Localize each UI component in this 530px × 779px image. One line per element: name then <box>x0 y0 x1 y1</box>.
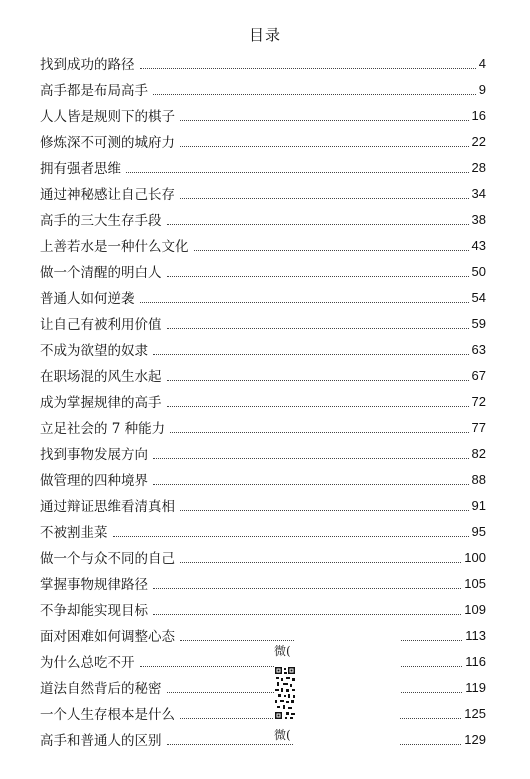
toc-dot-leader <box>180 509 469 511</box>
toc-dot-leader <box>180 197 469 199</box>
toc-dot-leader <box>153 587 461 589</box>
toc-entry-page: 38 <box>471 211 486 227</box>
toc-entry-label: 通过辩证思维看清真相 <box>40 499 175 515</box>
toc-entry-label: 拥有强者思维 <box>40 161 121 177</box>
toc-dot-leader <box>167 379 469 381</box>
wechat-label-bottom: 微( <box>274 728 291 742</box>
toc-entry-label: 不被割韭菜 <box>40 525 108 541</box>
toc-entry-page: 4 <box>478 55 486 71</box>
toc-entry-label: 找到成功的路径 <box>40 57 135 73</box>
toc-entry[interactable] <box>40 102 486 128</box>
toc-entry-page: 95 <box>471 523 486 539</box>
toc-entry-label: 在职场混的风生水起 <box>40 369 162 385</box>
toc-entry-label: 高手都是布局高手 <box>40 83 148 99</box>
toc-dot-leader <box>167 223 469 225</box>
qr-code-icon <box>274 666 296 720</box>
toc-entry-label: 成为掌握规律的高手 <box>40 395 162 411</box>
toc-dot-leader <box>194 249 469 251</box>
toc-entry-page: 9 <box>478 81 486 97</box>
toc-entry[interactable] <box>40 206 486 232</box>
toc-entry-page: 43 <box>471 237 486 253</box>
toc-entry-label: 一个人生存根本是什么 <box>40 707 175 723</box>
toc-entry[interactable] <box>40 128 486 154</box>
toc-dot-leader <box>170 431 468 433</box>
toc-entry[interactable] <box>40 570 486 596</box>
toc-entry[interactable] <box>40 674 486 700</box>
toc-entry-page: 63 <box>471 341 486 357</box>
toc-entry[interactable] <box>40 232 486 258</box>
toc-entry[interactable] <box>40 414 486 440</box>
toc-entry-page: 109 <box>464 601 486 617</box>
toc-entry-page: 67 <box>471 367 486 383</box>
toc-entry[interactable] <box>40 258 486 284</box>
toc-entry[interactable] <box>40 310 486 336</box>
toc-entry[interactable] <box>40 284 486 310</box>
toc-entry[interactable] <box>40 518 486 544</box>
toc-entry-page: 105 <box>464 575 486 591</box>
toc-title: 目录 <box>248 26 281 44</box>
toc-entry[interactable] <box>40 440 486 466</box>
toc-entry-page: 59 <box>471 315 486 331</box>
toc-entry-label: 立足社会的 7 种能力 <box>40 421 166 437</box>
toc-entry-page: 16 <box>471 107 486 123</box>
toc-dot-leader <box>167 275 469 277</box>
toc-dot-leader <box>167 327 469 329</box>
toc-entry-label: 掌握事物规律路径 <box>40 577 148 593</box>
toc-entry-page: 72 <box>471 393 486 409</box>
toc-entry-page: 54 <box>471 289 486 305</box>
toc-entry-label: 不成为欲望的奴隶 <box>40 343 148 359</box>
toc-dot-leader <box>140 67 476 69</box>
toc-entry-label: 面对困难如何调整心态 <box>40 629 175 645</box>
toc-entry[interactable] <box>40 362 486 388</box>
toc-entry-page: 50 <box>471 263 486 279</box>
toc-entry-page: 91 <box>471 497 486 513</box>
wechat-overlay <box>274 618 400 750</box>
toc-entry-label: 做一个清醒的明白人 <box>40 265 162 281</box>
toc-dot-leader <box>113 535 469 537</box>
toc-entry-label: 道法自然背后的秘密 <box>40 681 162 697</box>
toc-dot-leader <box>153 483 469 485</box>
toc-entry[interactable] <box>40 648 486 674</box>
toc-entry-label: 上善若水是一种什么文化 <box>40 239 189 255</box>
toc-entry[interactable] <box>40 596 486 622</box>
toc-entry-label: 做管理的四种境界 <box>40 473 148 489</box>
toc-entry-label: 找到事物发展方向 <box>40 447 148 463</box>
toc-entry-label: 修炼深不可测的城府力 <box>40 135 175 151</box>
toc-entry-page: 113 <box>465 627 486 643</box>
toc-dot-leader <box>153 613 461 615</box>
toc-entry-label: 高手和普通人的区别 <box>40 733 162 749</box>
toc-entry-page: 28 <box>471 159 486 175</box>
toc-entry[interactable] <box>40 700 486 726</box>
toc-entry[interactable] <box>40 180 486 206</box>
toc-dot-leader <box>153 93 476 95</box>
toc-entry[interactable] <box>40 336 486 362</box>
toc-list <box>40 50 486 752</box>
toc-entry-page: 82 <box>471 445 486 461</box>
toc-entry[interactable] <box>40 492 486 518</box>
toc-entry-label: 做一个与众不同的自己 <box>40 551 175 567</box>
toc-dot-leader <box>180 561 461 563</box>
toc-entry[interactable] <box>40 76 486 102</box>
toc-entry-label: 人人皆是规则下的棋子 <box>40 109 175 125</box>
toc-entry[interactable] <box>40 50 486 76</box>
toc-entry[interactable] <box>40 154 486 180</box>
toc-entry-page: 116 <box>465 653 486 669</box>
toc-entry[interactable] <box>40 466 486 492</box>
toc-entry[interactable] <box>40 622 486 648</box>
toc-entry-label: 高手的三大生存手段 <box>40 213 162 229</box>
toc-dot-leader <box>180 119 469 121</box>
toc-entry[interactable] <box>40 544 486 570</box>
toc-entry-label: 为什么总吃不开 <box>40 655 135 671</box>
toc-entry-page: 100 <box>464 549 486 565</box>
toc-dot-leader <box>140 301 469 303</box>
toc-entry-page: 129 <box>464 731 486 747</box>
toc-entry-page: 88 <box>471 471 486 487</box>
toc-entry-label: 让自己有被利用价值 <box>40 317 162 333</box>
toc-entry-label: 普通人如何逆袭 <box>40 291 135 307</box>
toc-dot-leader <box>153 353 469 355</box>
toc-entry-page: 125 <box>464 705 486 721</box>
toc-entry-page: 34 <box>471 185 486 201</box>
toc-entry-label: 通过神秘感让自己长存 <box>40 187 175 203</box>
toc-entry-label: 不争却能实现目标 <box>40 603 148 619</box>
toc-entry[interactable] <box>40 388 486 414</box>
wechat-label-top: 微( <box>274 644 291 658</box>
toc-dot-leader <box>180 145 469 147</box>
toc-entry-page: 77 <box>471 419 486 435</box>
toc-entry-page: 119 <box>465 679 486 695</box>
toc-entry-page: 22 <box>471 133 486 149</box>
toc-dot-leader <box>153 457 469 459</box>
toc-dot-leader <box>126 171 469 173</box>
toc-dot-leader <box>167 405 469 407</box>
toc-entry[interactable] <box>40 726 486 752</box>
